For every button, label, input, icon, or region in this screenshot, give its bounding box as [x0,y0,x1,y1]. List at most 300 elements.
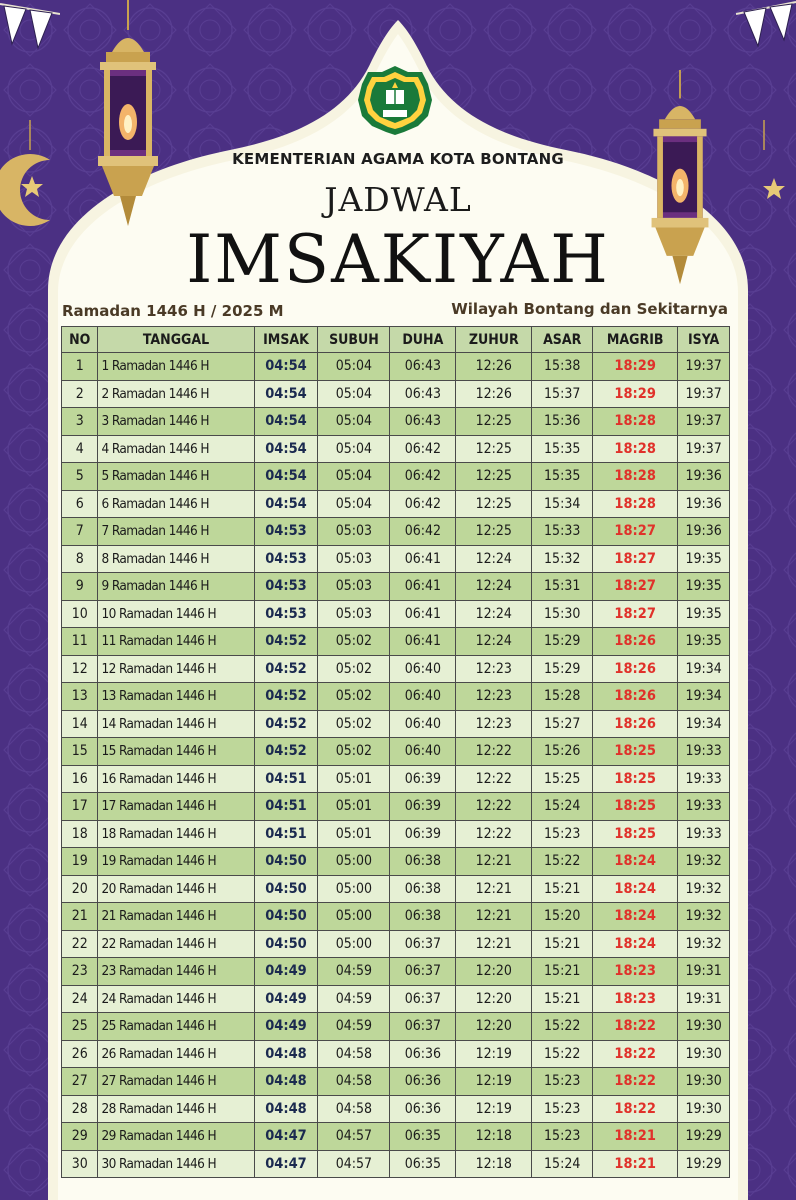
asar-time: 15:25 [532,765,593,793]
isya-time: 19:35 [678,628,730,656]
imsak-time: 04:54 [254,463,318,491]
row-number: 13 [62,683,98,711]
asar-time: 15:21 [532,930,593,958]
duha-time: 06:36 [390,1095,456,1123]
row-date: 23 Ramadan 1446 H [98,958,254,986]
asar-time: 15:28 [532,683,593,711]
magrib-time: 18:27 [593,545,678,573]
zuhur-time: 12:22 [456,793,532,821]
isya-time: 19:30 [678,1068,730,1096]
row-date: 11 Ramadan 1446 H [98,628,254,656]
duha-time: 06:40 [390,710,456,738]
zuhur-time: 12:18 [456,1150,532,1178]
zuhur-time: 12:25 [456,518,532,546]
row-date: 25 Ramadan 1446 H [98,1013,254,1041]
isya-time: 19:30 [678,1013,730,1041]
row-number: 9 [62,573,98,601]
subuh-time: 04:58 [318,1068,390,1096]
imsak-time: 04:53 [254,573,318,601]
row-date: 18 Ramadan 1446 H [98,820,254,848]
isya-time: 19:34 [678,655,730,683]
table-row [62,848,730,876]
zuhur-time: 12:26 [456,353,532,381]
asar-time: 15:21 [532,875,593,903]
imsak-time: 04:54 [254,490,318,518]
asar-time: 15:29 [532,655,593,683]
imsak-time: 04:54 [254,380,318,408]
isya-time: 19:35 [678,545,730,573]
isya-time: 19:32 [678,875,730,903]
asar-time: 15:22 [532,1013,593,1041]
row-date: 30 Ramadan 1446 H [98,1150,254,1178]
zuhur-time: 12:23 [456,655,532,683]
asar-time: 15:36 [532,408,593,436]
row-number: 5 [62,463,98,491]
bunting-flag-icon [0,0,60,90]
row-number: 4 [62,435,98,463]
isya-time: 19:32 [678,848,730,876]
asar-time: 15:22 [532,1040,593,1068]
table-row [62,930,730,958]
zuhur-time: 12:19 [456,1068,532,1096]
imsak-time: 04:53 [254,518,318,546]
table-row [62,1013,730,1041]
subuh-time: 05:00 [318,930,390,958]
column-header: ZUHUR [456,327,532,353]
subuh-time: 05:03 [318,518,390,546]
row-number: 20 [62,875,98,903]
subuh-time: 05:04 [318,435,390,463]
table-header-row [62,327,730,353]
magrib-time: 18:21 [593,1123,678,1151]
magrib-time: 18:29 [593,353,678,381]
subuh-time: 05:04 [318,463,390,491]
table-row [62,490,730,518]
magrib-time: 18:23 [593,985,678,1013]
zuhur-time: 12:23 [456,683,532,711]
subuh-time: 05:02 [318,683,390,711]
imsak-time: 04:54 [254,408,318,436]
imsak-time: 04:50 [254,848,318,876]
imsak-time: 04:51 [254,820,318,848]
asar-time: 15:35 [532,463,593,491]
row-number: 6 [62,490,98,518]
imsak-time: 04:50 [254,930,318,958]
zuhur-time: 12:20 [456,1013,532,1041]
isya-time: 19:32 [678,930,730,958]
row-date: 1 Ramadan 1446 H [98,353,254,381]
zuhur-time: 12:24 [456,573,532,601]
row-date: 6 Ramadan 1446 H [98,490,254,518]
subuh-time: 05:00 [318,875,390,903]
row-number: 26 [62,1040,98,1068]
subuh-time: 05:01 [318,793,390,821]
subuh-time: 05:02 [318,738,390,766]
row-date: 2 Ramadan 1446 H [98,380,254,408]
row-number: 19 [62,848,98,876]
row-number: 11 [62,628,98,656]
column-header: TANGGAL [98,327,254,353]
column-header: DUHA [390,327,456,353]
isya-time: 19:35 [678,600,730,628]
table-row [62,820,730,848]
isya-time: 19:33 [678,793,730,821]
duha-time: 06:37 [390,958,456,986]
duha-time: 06:42 [390,490,456,518]
magrib-time: 18:21 [593,1150,678,1178]
row-date: 8 Ramadan 1446 H [98,545,254,573]
duha-time: 06:40 [390,683,456,711]
asar-time: 15:24 [532,793,593,821]
row-date: 13 Ramadan 1446 H [98,683,254,711]
subuh-time: 04:58 [318,1040,390,1068]
table-row [62,903,730,931]
imsak-time: 04:48 [254,1040,318,1068]
row-number: 18 [62,820,98,848]
duha-time: 06:37 [390,930,456,958]
table-row [62,1095,730,1123]
duha-time: 06:42 [390,435,456,463]
table-row [62,380,730,408]
duha-time: 06:35 [390,1123,456,1151]
table-row [62,793,730,821]
row-date: 4 Ramadan 1446 H [98,435,254,463]
asar-time: 15:20 [532,903,593,931]
magrib-time: 18:27 [593,518,678,546]
isya-time: 19:34 [678,683,730,711]
imsakiyah-schedule-table [61,326,730,1178]
row-number: 15 [62,738,98,766]
asar-time: 15:35 [532,435,593,463]
duha-time: 06:40 [390,738,456,766]
asar-time: 15:38 [532,353,593,381]
row-date: 3 Ramadan 1446 H [98,408,254,436]
row-number: 1 [62,353,98,381]
row-number: 14 [62,710,98,738]
zuhur-time: 12:25 [456,408,532,436]
magrib-time: 18:27 [593,600,678,628]
magrib-time: 18:26 [593,655,678,683]
zuhur-time: 12:22 [456,820,532,848]
subuh-time: 05:03 [318,573,390,601]
ministry-name: KEMENTERIAN AGAMA KOTA BONTANG [232,150,564,168]
isya-time: 19:33 [678,765,730,793]
asar-time: 15:21 [532,985,593,1013]
duha-time: 06:43 [390,353,456,381]
zuhur-time: 12:21 [456,930,532,958]
subuh-time: 04:58 [318,1095,390,1123]
isya-time: 19:37 [678,408,730,436]
row-number: 23 [62,958,98,986]
imsak-time: 04:54 [254,353,318,381]
imsak-time: 04:52 [254,738,318,766]
subuh-time: 04:57 [318,1123,390,1151]
magrib-time: 18:24 [593,848,678,876]
zuhur-time: 12:22 [456,738,532,766]
period-label: Ramadan 1446 H / 2025 M [62,302,284,320]
row-date: 12 Ramadan 1446 H [98,655,254,683]
asar-time: 15:24 [532,1150,593,1178]
zuhur-time: 12:20 [456,958,532,986]
subuh-time: 05:01 [318,820,390,848]
imsak-time: 04:51 [254,765,318,793]
column-header: MAGRIB [593,327,678,353]
asar-time: 15:29 [532,628,593,656]
imsak-time: 04:47 [254,1150,318,1178]
zuhur-time: 12:24 [456,600,532,628]
magrib-time: 18:22 [593,1068,678,1096]
duha-time: 06:36 [390,1040,456,1068]
imsak-time: 04:52 [254,710,318,738]
asar-time: 15:21 [532,958,593,986]
isya-time: 19:33 [678,738,730,766]
zuhur-time: 12:26 [456,380,532,408]
row-date: 26 Ramadan 1446 H [98,1040,254,1068]
heading-jadwal: JADWAL [324,180,472,219]
subuh-time: 05:03 [318,545,390,573]
asar-time: 15:31 [532,573,593,601]
magrib-time: 18:26 [593,683,678,711]
isya-time: 19:33 [678,820,730,848]
row-number: 29 [62,1123,98,1151]
row-date: 29 Ramadan 1446 H [98,1123,254,1151]
table-row [62,353,730,381]
zuhur-time: 12:24 [456,628,532,656]
asar-time: 15:23 [532,1123,593,1151]
row-number: 10 [62,600,98,628]
table-row [62,710,730,738]
row-number: 28 [62,1095,98,1123]
table-row [62,738,730,766]
table-row [62,655,730,683]
table-row [62,1150,730,1178]
row-date: 24 Ramadan 1446 H [98,985,254,1013]
duha-time: 06:42 [390,518,456,546]
magrib-time: 18:24 [593,875,678,903]
subuh-time: 05:00 [318,903,390,931]
duha-time: 06:37 [390,1013,456,1041]
table-row [62,875,730,903]
duha-time: 06:43 [390,408,456,436]
column-header: ISYA [678,327,730,353]
row-date: 27 Ramadan 1446 H [98,1068,254,1096]
table-row [62,573,730,601]
duha-time: 06:41 [390,545,456,573]
isya-time: 19:37 [678,380,730,408]
row-date: 19 Ramadan 1446 H [98,848,254,876]
imsak-time: 04:47 [254,1123,318,1151]
asar-time: 15:22 [532,848,593,876]
magrib-time: 18:26 [593,710,678,738]
row-number: 21 [62,903,98,931]
zuhur-time: 12:20 [456,985,532,1013]
asar-time: 15:30 [532,600,593,628]
magrib-time: 18:25 [593,765,678,793]
magrib-time: 18:24 [593,903,678,931]
table-row [62,683,730,711]
magrib-time: 18:27 [593,573,678,601]
magrib-time: 18:25 [593,820,678,848]
row-date: 5 Ramadan 1446 H [98,463,254,491]
subuh-time: 05:03 [318,600,390,628]
magrib-time: 18:25 [593,793,678,821]
row-date: 17 Ramadan 1446 H [98,793,254,821]
row-date: 14 Ramadan 1446 H [98,710,254,738]
subuh-time: 04:59 [318,958,390,986]
table-row [62,1040,730,1068]
magrib-time: 18:23 [593,958,678,986]
isya-time: 19:36 [678,490,730,518]
magrib-time: 18:29 [593,380,678,408]
asar-time: 15:23 [532,820,593,848]
zuhur-time: 12:24 [456,545,532,573]
imsak-time: 04:48 [254,1068,318,1096]
subuh-time: 04:59 [318,1013,390,1041]
row-number: 12 [62,655,98,683]
row-date: 22 Ramadan 1446 H [98,930,254,958]
table-row [62,1123,730,1151]
imsak-time: 04:48 [254,1095,318,1123]
table-row [62,985,730,1013]
subuh-time: 05:00 [318,848,390,876]
row-date: 9 Ramadan 1446 H [98,573,254,601]
asar-time: 15:34 [532,490,593,518]
isya-time: 19:31 [678,958,730,986]
imsak-time: 04:49 [254,985,318,1013]
subuh-time: 05:04 [318,490,390,518]
isya-time: 19:29 [678,1123,730,1151]
imsak-time: 04:52 [254,655,318,683]
duha-time: 06:38 [390,848,456,876]
asar-time: 15:27 [532,710,593,738]
duha-time: 06:39 [390,820,456,848]
imsak-time: 04:50 [254,875,318,903]
zuhur-time: 12:25 [456,435,532,463]
row-number: 25 [62,1013,98,1041]
table-row [62,765,730,793]
imsak-time: 04:49 [254,1013,318,1041]
row-date: 21 Ramadan 1446 H [98,903,254,931]
isya-time: 19:34 [678,710,730,738]
row-date: 10 Ramadan 1446 H [98,600,254,628]
table-row [62,1068,730,1096]
duha-time: 06:41 [390,600,456,628]
table-row [62,463,730,491]
asar-time: 15:23 [532,1095,593,1123]
magrib-time: 18:22 [593,1095,678,1123]
imsak-time: 04:50 [254,903,318,931]
isya-time: 19:36 [678,463,730,491]
subuh-time: 05:02 [318,655,390,683]
row-date: 7 Ramadan 1446 H [98,518,254,546]
zuhur-time: 12:22 [456,765,532,793]
bunting-flag-icon [736,0,796,90]
zuhur-time: 12:21 [456,903,532,931]
magrib-time: 18:25 [593,738,678,766]
row-date: 16 Ramadan 1446 H [98,765,254,793]
subuh-time: 05:02 [318,710,390,738]
duha-time: 06:39 [390,765,456,793]
duha-time: 06:41 [390,573,456,601]
magrib-time: 18:28 [593,490,678,518]
table-row [62,545,730,573]
row-number: 16 [62,765,98,793]
duha-time: 06:38 [390,903,456,931]
magrib-time: 18:28 [593,463,678,491]
isya-time: 19:32 [678,903,730,931]
row-date: 28 Ramadan 1446 H [98,1095,254,1123]
magrib-time: 18:26 [593,628,678,656]
subuh-time: 05:01 [318,765,390,793]
isya-time: 19:37 [678,353,730,381]
zuhur-time: 12:19 [456,1095,532,1123]
asar-time: 15:37 [532,380,593,408]
imsak-time: 04:53 [254,545,318,573]
isya-time: 19:29 [678,1150,730,1178]
duha-time: 06:39 [390,793,456,821]
duha-time: 06:42 [390,463,456,491]
zuhur-time: 12:23 [456,710,532,738]
magrib-time: 18:28 [593,435,678,463]
subuh-time: 05:04 [318,408,390,436]
magrib-time: 18:22 [593,1040,678,1068]
zuhur-time: 12:18 [456,1123,532,1151]
subuh-time: 05:04 [318,380,390,408]
row-number: 3 [62,408,98,436]
page-title: IMSAKIYAH [186,221,610,298]
isya-time: 19:30 [678,1095,730,1123]
magrib-time: 18:22 [593,1013,678,1041]
table-row [62,628,730,656]
imsak-time: 04:54 [254,435,318,463]
asar-time: 15:23 [532,1068,593,1096]
isya-time: 19:35 [678,573,730,601]
column-header: SUBUH [318,327,390,353]
column-header: ASAR [532,327,593,353]
duha-time: 06:37 [390,985,456,1013]
kemenag-emblem-icon [356,64,434,136]
imsak-time: 04:51 [254,793,318,821]
duha-time: 06:36 [390,1068,456,1096]
table-body [62,353,730,1178]
imsak-time: 04:53 [254,600,318,628]
table-row [62,958,730,986]
row-date: 20 Ramadan 1446 H [98,875,254,903]
row-date: 15 Ramadan 1446 H [98,738,254,766]
row-number: 17 [62,793,98,821]
asar-time: 15:32 [532,545,593,573]
column-header: IMSAK [254,327,318,353]
magrib-time: 18:24 [593,930,678,958]
asar-time: 15:26 [532,738,593,766]
column-header: NO [62,327,98,353]
zuhur-time: 12:25 [456,463,532,491]
row-number: 22 [62,930,98,958]
duha-time: 06:35 [390,1150,456,1178]
zuhur-time: 12:25 [456,490,532,518]
imsak-time: 04:52 [254,683,318,711]
row-number: 27 [62,1068,98,1096]
asar-time: 15:33 [532,518,593,546]
zuhur-time: 12:19 [456,1040,532,1068]
isya-time: 19:36 [678,518,730,546]
region-label: Wilayah Bontang dan Sekitarnya [451,300,728,318]
isya-time: 19:30 [678,1040,730,1068]
table-row [62,600,730,628]
zuhur-time: 12:21 [456,875,532,903]
row-number: 2 [62,380,98,408]
duha-time: 06:43 [390,380,456,408]
